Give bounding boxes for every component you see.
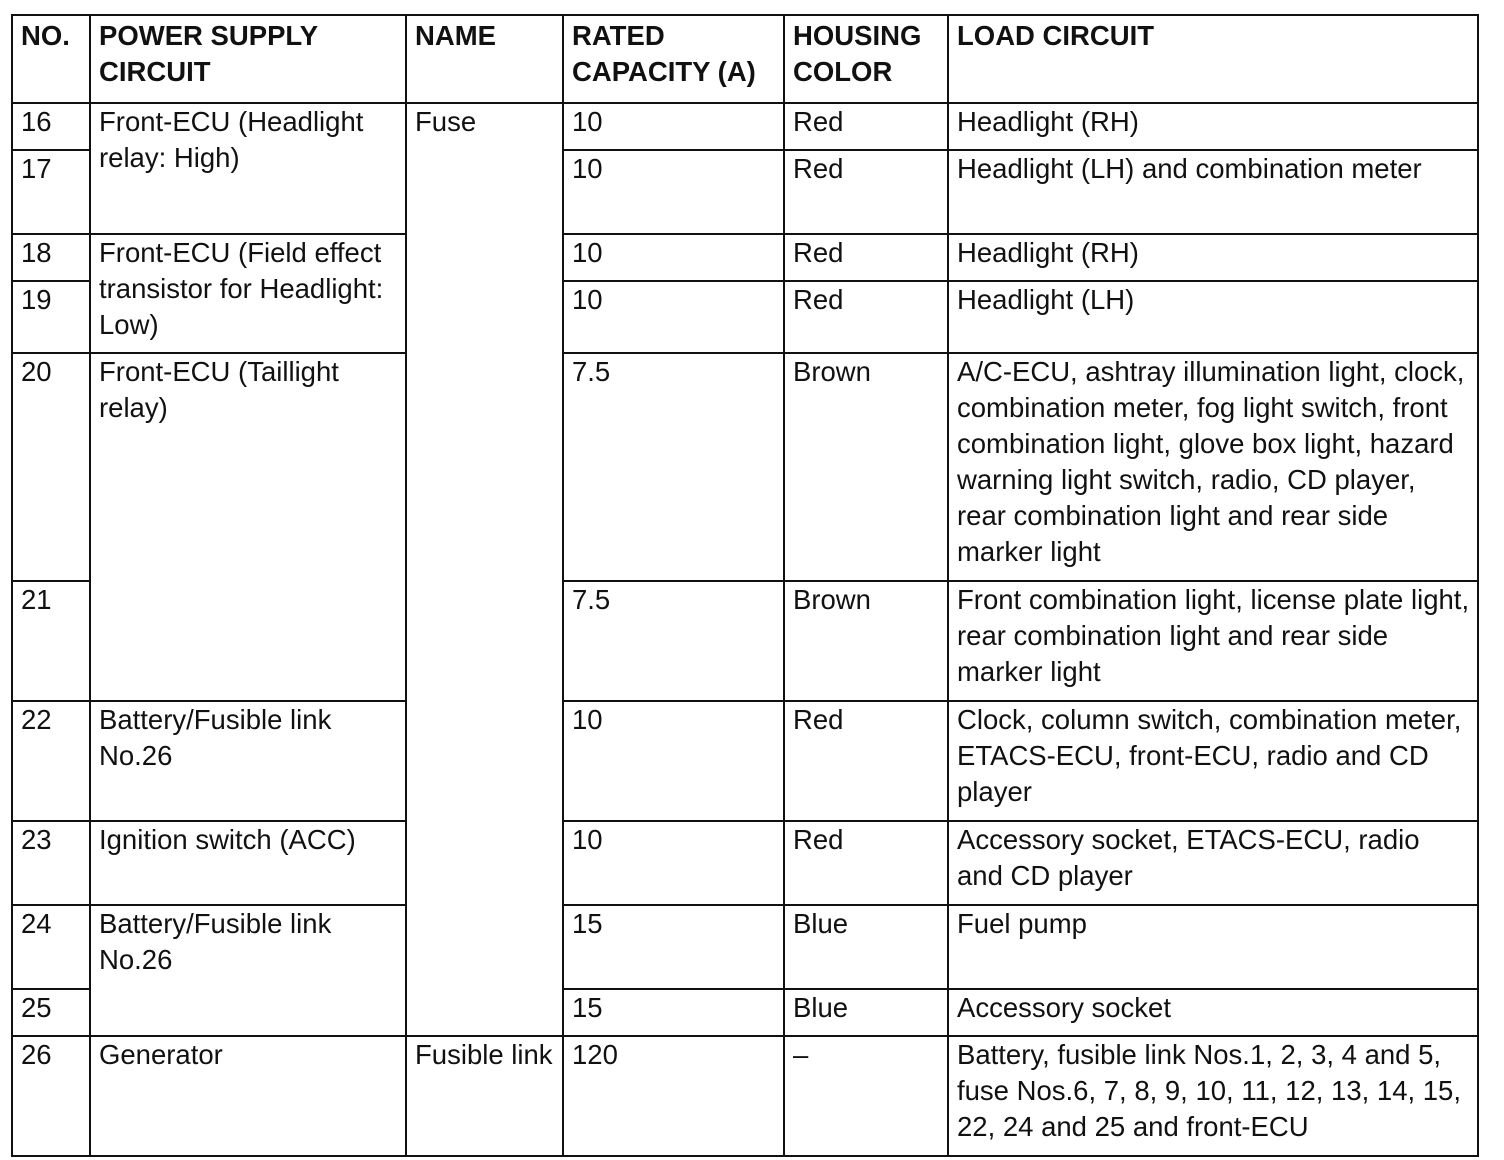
- cell-name: Fusible link: [406, 1036, 563, 1156]
- cell-capacity: 10: [563, 701, 784, 821]
- cell-power-supply: Generator: [90, 1036, 406, 1156]
- header-housing-color: [784, 15, 948, 103]
- cell-capacity: 7.5: [563, 581, 784, 701]
- cell-load: Accessory socket, ETACS-ECU, radio and CD player: [948, 821, 1478, 905]
- cell-load: Accessory socket: [948, 989, 1478, 1036]
- table-row: [12, 701, 1478, 821]
- header-rated-line2: CAPACITY (A): [572, 56, 756, 87]
- cell-no: 17: [12, 150, 90, 234]
- header-power-supply-line2: CIRCUIT: [99, 56, 211, 87]
- cell-capacity: 10: [563, 103, 784, 150]
- cell-no: 24: [12, 905, 90, 989]
- cell-capacity: 7.5: [563, 353, 784, 581]
- cell-load: Headlight (RH): [948, 103, 1478, 150]
- table-row: [12, 234, 1478, 281]
- cell-no: 20: [12, 353, 90, 581]
- header-power-supply-line1: POWER SUPPLY: [99, 20, 319, 51]
- header-housing-line1: HOUSING: [793, 20, 922, 51]
- cell-power-supply: Ignition switch (ACC): [90, 821, 406, 905]
- cell-no: 16: [12, 103, 90, 150]
- cell-load: A/C-ECU, ashtray illumination light, clock, combination meter, fog light switch, front combination light, glove box light, hazard warning light switch, radio, CD player, rear combination light and rear side marker light: [948, 353, 1478, 581]
- table-row: [12, 103, 1478, 150]
- cell-power-supply: Front-ECU (Field effect transistor for Headlight: Low): [90, 234, 406, 353]
- cell-load: Clock, column switch, combination meter, ETACS-ECU, front-ECU, radio and CD player: [948, 701, 1478, 821]
- header-power-supply-circuit: [90, 15, 406, 103]
- cell-no: 22: [12, 701, 90, 821]
- cell-load: Battery, fusible link Nos.1, 2, 3, 4 and 5, fuse Nos.6, 7, 8, 9, 10, 11, 12, 13, 14, 15, 22, 24 and 25 and front-ECU: [948, 1036, 1478, 1156]
- cell-power-supply: Front-ECU (Headlight relay: High): [90, 103, 406, 234]
- cell-power-supply: Front-ECU (Taillight relay): [90, 353, 406, 701]
- cell-load: Fuel pump: [948, 905, 1478, 989]
- cell-power-supply: Battery/Fusible link No.26: [90, 701, 406, 821]
- header-rated-capacity: [563, 15, 784, 103]
- cell-load: Headlight (RH): [948, 234, 1478, 281]
- cell-no: 19: [12, 281, 90, 353]
- cell-color: Blue: [784, 989, 948, 1036]
- header-load-circuit: LOAD CIRCUIT: [948, 15, 1478, 103]
- cell-load: Headlight (LH): [948, 281, 1478, 353]
- table-row: [12, 1036, 1478, 1156]
- cell-capacity: 10: [563, 234, 784, 281]
- cell-no: 23: [12, 821, 90, 905]
- cell-color: Red: [784, 103, 948, 150]
- cell-color: Red: [784, 701, 948, 821]
- table-row: [12, 353, 1478, 581]
- header-housing-line2: COLOR: [793, 56, 893, 87]
- header-row: [12, 15, 1478, 103]
- cell-load: Front combination light, license plate light, rear combination light and rear side marker light: [948, 581, 1478, 701]
- cell-no: 26: [12, 1036, 90, 1156]
- cell-capacity: 10: [563, 150, 784, 234]
- cell-load: Headlight (LH) and combination meter: [948, 150, 1478, 234]
- header-no: NO.: [12, 15, 90, 103]
- cell-color: Brown: [784, 581, 948, 701]
- cell-name: Fuse: [406, 103, 563, 1036]
- cell-color: Red: [784, 281, 948, 353]
- fuse-table: [11, 14, 1479, 1157]
- cell-color: Brown: [784, 353, 948, 581]
- cell-capacity: 15: [563, 905, 784, 989]
- cell-capacity: 15: [563, 989, 784, 1036]
- cell-power-supply: Battery/Fusible link No.26: [90, 905, 406, 1036]
- cell-color: Red: [784, 150, 948, 234]
- header-name: NAME: [406, 15, 563, 103]
- cell-capacity: 10: [563, 281, 784, 353]
- cell-capacity: 10: [563, 821, 784, 905]
- table-row: [12, 905, 1478, 989]
- cell-color: Red: [784, 234, 948, 281]
- cell-color: Blue: [784, 905, 948, 989]
- table-row: [12, 821, 1478, 905]
- cell-color: –: [784, 1036, 948, 1156]
- cell-no: 18: [12, 234, 90, 281]
- cell-no: 21: [12, 581, 90, 701]
- cell-color: Red: [784, 821, 948, 905]
- cell-no: 25: [12, 989, 90, 1036]
- cell-capacity: 120: [563, 1036, 784, 1156]
- header-rated-line1: RATED: [572, 20, 665, 51]
